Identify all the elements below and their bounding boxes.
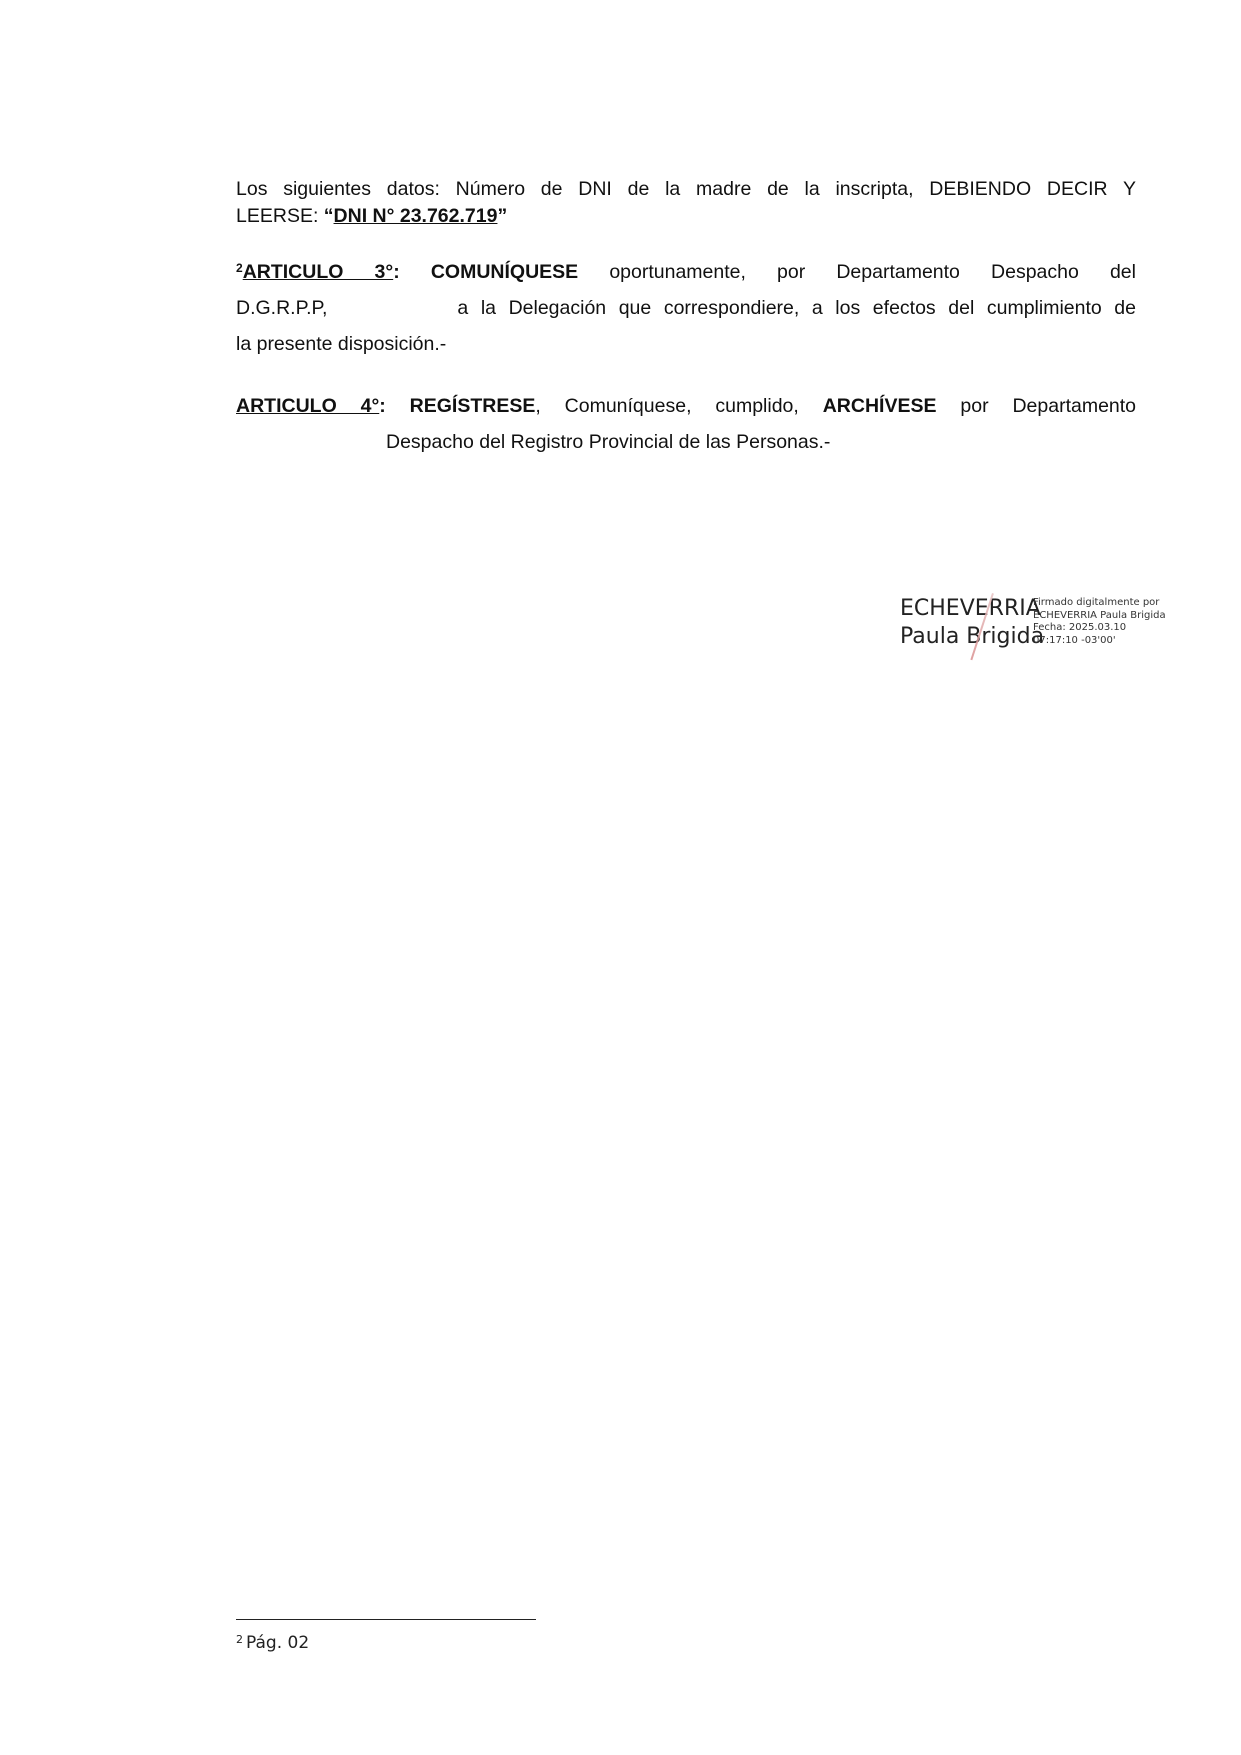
article-3-line-2 — [236, 290, 1136, 326]
article-3 — [236, 254, 1136, 362]
dni-quote-open: “ — [323, 205, 334, 227]
article-4-line-1 — [236, 388, 1136, 424]
footnote-reference: 2 — [236, 261, 243, 275]
article-3-colon: : — [393, 261, 400, 283]
article-3-line-3: la presente disposición.- — [236, 333, 447, 355]
dni-quote-close: ” — [497, 205, 508, 227]
paragraph-datos-line-1: Los siguientes datos: Número de DNI de la madre de la inscripta, DEBIENDO DECIR Y — [236, 178, 1136, 200]
article-3-line-1-rest: oportunamente, por Departamento Despacho del — [609, 261, 1136, 283]
article-3-action: COMUNÍQUESE — [430, 261, 579, 283]
article-4-line-2: Despacho del Registro Provincial de las Personas.- — [386, 431, 831, 453]
signature-details-line-1: Firmado digitalmente por — [1033, 597, 1160, 608]
article-4-middle: , Comuníquese, cumplido, — [535, 395, 799, 417]
article-3-line-1 — [236, 254, 1136, 290]
footnote-text: Pág. 02 — [246, 1633, 310, 1653]
article-4-action-registrese: REGÍSTRESE — [409, 395, 536, 417]
article-3-dgrpp: D.G.R.P.P, — [236, 297, 328, 319]
digital-signature — [900, 595, 1180, 665]
leerse-label: LEERSE: — [236, 205, 324, 227]
signature-date: Fecha: 2025.03.10 — [1033, 622, 1127, 633]
footnote-separator — [236, 1619, 536, 1620]
article-4-colon: : — [379, 395, 386, 417]
signature-details-line-2: ECHEVERRIA Paula Brigida — [1033, 609, 1166, 621]
signer-given-names: Paula Brigida — [900, 624, 1045, 649]
article-3-line-2-rest: a la Delegación que correspondiere, a los efectos del cumplimiento de — [457, 297, 1136, 319]
footnote-number: 2 — [236, 1633, 243, 1646]
article-3-label: ARTICULO 3° — [242, 261, 394, 283]
signer-name — [900, 595, 1044, 651]
paragraph-datos — [236, 176, 1136, 230]
article-4-action-archivese: ARCHÍVESE — [822, 395, 937, 417]
footnote — [236, 1632, 309, 1654]
article-4-line-1-rest: por Departamento — [960, 395, 1137, 417]
signer-surname: ECHEVERRIA — [900, 596, 1041, 621]
signature-details — [1033, 597, 1166, 647]
article-4 — [236, 388, 1136, 460]
dni-value: DNI N° 23.762.719 — [333, 205, 498, 227]
article-4-label: ARTICULO 4° — [236, 395, 380, 417]
signature-time: 07:17:10 -03'00' — [1033, 634, 1116, 646]
paragraph-datos-line-2 — [236, 203, 1136, 230]
